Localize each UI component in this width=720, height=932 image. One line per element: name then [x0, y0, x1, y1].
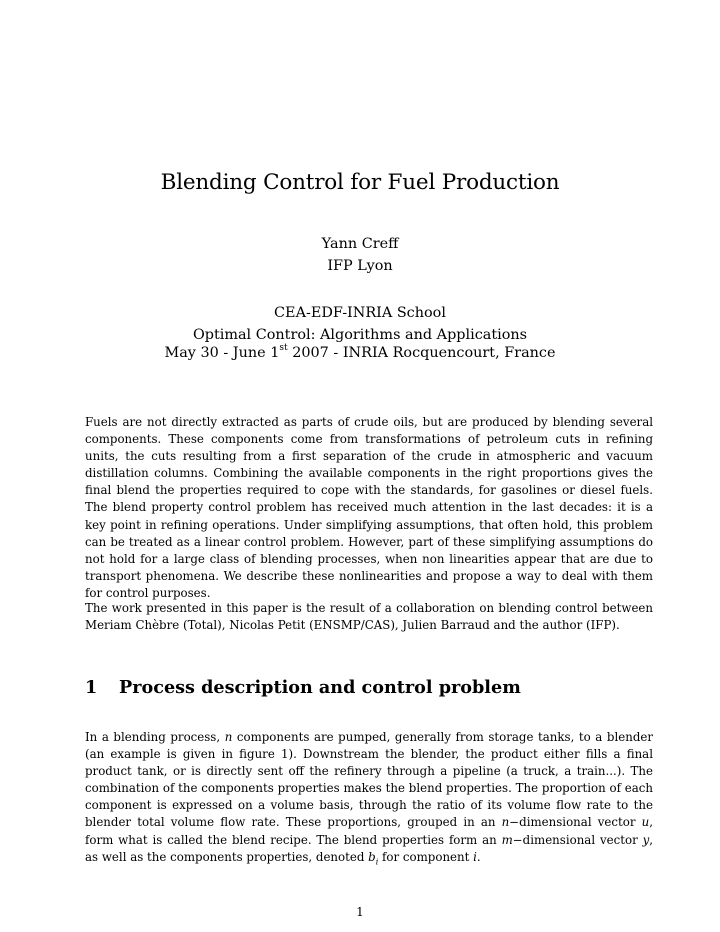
abstract-paragraph-1: Fuels are not directly extracted as parts of crude oils, but are produced by blending several components. These components come from transformations of petroleum cuts in refining units, the cuts resulting from a first separation of the crude in atmospheric and vacuum distillation columns. Combining the available components in the right proportions gives the final blend the properties required to cope with the standards, for gasolines or diesel fuels. The blend property control problem has received much attention in the last decades: it is a key point in refining operations. Under simplifying assumptions, that often hold, this problem can be treated as a linear control problem. However, part of these simplifying assumptions do not hold for a large class of blending processes, when non linearities appear that are due to transport phenomena. We describe these nonlinearities and propose a way to deal with them for control purposes. [85, 415, 653, 600]
text-run: . [476, 849, 481, 864]
section-1-paragraph [85, 729, 653, 866]
date-prefix: May 30 - June 1 [164, 345, 280, 361]
math-variable: b [368, 849, 376, 864]
page-number: 1 [356, 905, 364, 919]
date-suffix: 2007 - INRIA Rocquencourt, France [287, 345, 556, 361]
math-variable: m [501, 832, 513, 847]
text-run: −dimensional vector [512, 832, 643, 847]
author-affiliation: IFP Lyon [327, 258, 393, 274]
author-name: Yann Creff [321, 236, 399, 252]
school-name: CEA-EDF-INRIA School [274, 305, 446, 321]
abstract-paragraph-2: The work presented in this paper is the result of a collaboration on blending control between Meriam Chèbre (Total), Nicolas Petit (ENSMP/CAS), Julien Barraud and the author (IFP). [85, 601, 653, 633]
math-variable: n [224, 730, 233, 744]
text-run: In a blending process, [85, 730, 225, 744]
paper-title: Blending Control for Fuel Production [160, 170, 560, 195]
math-variable: u [641, 815, 650, 830]
date-superscript: st [279, 343, 288, 354]
math-subscript: i [375, 857, 379, 867]
course-name: Optimal Control: Algorithms and Applications [192, 327, 528, 343]
text-run: , form what is called the blend recipe. The blend properties form an [85, 815, 654, 847]
text-run: −dimensional vector [509, 815, 642, 830]
section-heading [85, 675, 521, 701]
math-variable: i [473, 849, 477, 864]
math-variable: y [642, 832, 650, 847]
section-number: 1 [85, 677, 98, 698]
text-run: components are pumped, generally from storage tanks, to a blender (an example is given in figure 1). Downstream the blender, the product either fills a final product tank, or is directly sent off the refinery through a pipeline (a truck, a train...). The combination of the components properties makes the blend properties. The proportion of each component is expressed on a volume basis, through the ratio of its volume flow rate to the blender total volume flow rate. These proportions, grouped in an [85, 730, 653, 830]
math-variable: n [501, 815, 510, 830]
text-run: , as well as the components properties, denoted [85, 832, 653, 864]
section-title: Process description and control problem [119, 677, 521, 698]
event-date-location [0, 343, 720, 363]
text-run: for component [378, 849, 474, 864]
